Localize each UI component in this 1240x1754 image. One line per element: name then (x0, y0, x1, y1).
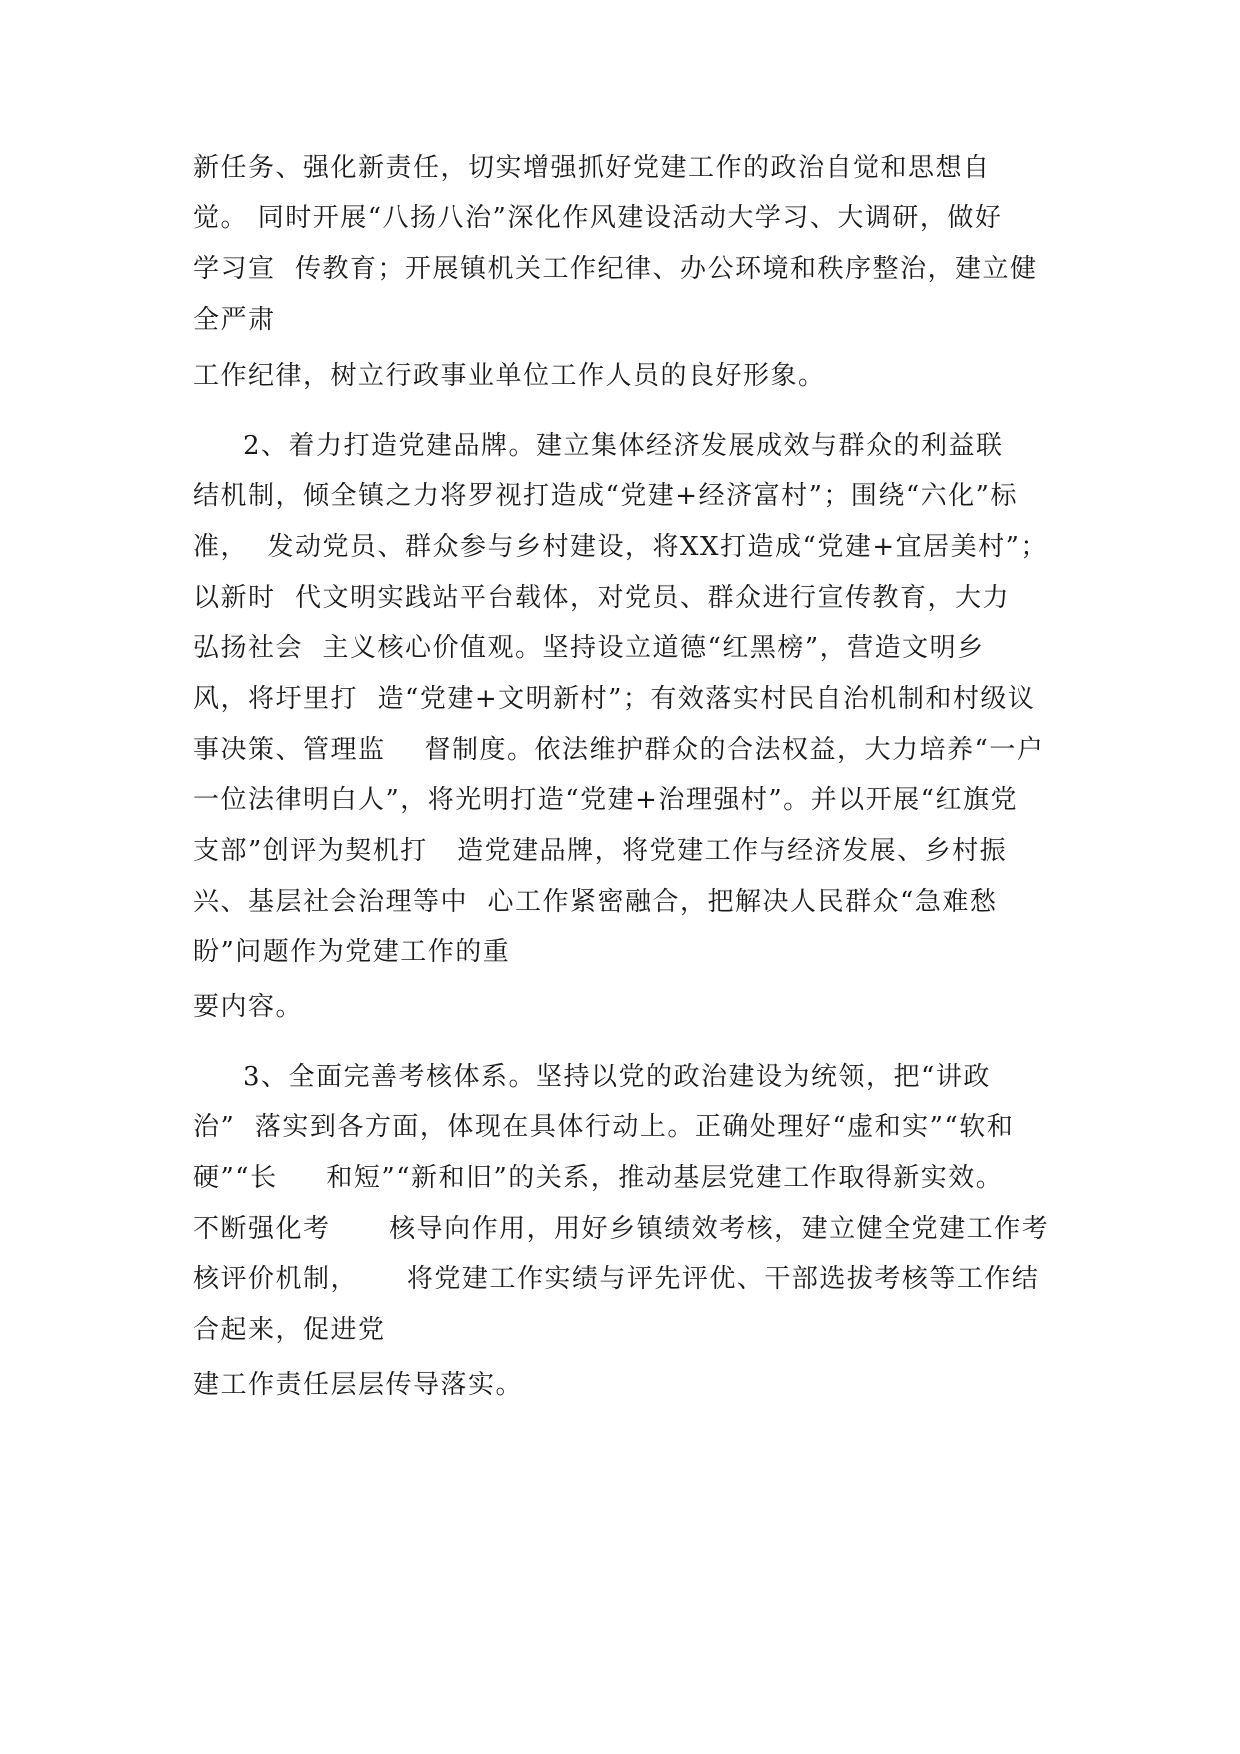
text-line: 核评价机制， 将党建工作实绩与评先评优、干部选拔考核等工作结 (193, 1264, 1040, 1294)
text-line: 学习宣 传教育；开展镇机关工作纪律、办公环境和秩序整治，建立健 (193, 254, 1038, 284)
text-line: 风，将圩里打 造“党建+文明新村”；有效落实村民自治机制和村级议 (193, 684, 1036, 714)
text-line: 觉。 同时开展“八扬八治”深化作风建设活动大学习、大调研，做好 (193, 203, 1003, 233)
text-line: 弘扬社会 主义核心价值观。坚持设立道德“红黑榜”，营造文明乡 (193, 633, 985, 663)
text-line: 不断强化考 核导向作用，用好乡镇绩效考核，建立健全党建工作考 (193, 1214, 1050, 1244)
text-line: 建工作责任层层传导落实。 (193, 1370, 524, 1400)
text-line: 支部”创评为契机打 造党建品牌，将党建工作与经济发展、乡村振 (193, 836, 1008, 866)
text-line: 准， 发动党员、群众参与乡村建设，将XX打造成“党建+宜居美村”； (193, 532, 1048, 562)
text-line: 硬”“长 和短”“新和旧”的关系，推动基层党建工作取得新实效。 (193, 1163, 1004, 1193)
text-line: 以新时 代文明实践站平台载体，对党员、群众进行宣传教育，大力 (193, 583, 1011, 613)
text-line: 兴、基层社会治理等中 心工作紧密融合，把解决人民群众“急难愁 (193, 887, 998, 917)
text-line: 工作纪律，树立行政事业单位工作人员的良好形象。 (193, 361, 826, 391)
paragraph-3-start: 3、全面完善考核体系。坚持以党的政治建设为统领，把“讲政 (243, 1062, 991, 1092)
paragraph-2-start: 2、着力打造党建品牌。建立集体经济发展成效与群众的利益联 (243, 431, 1004, 461)
text-line: 事决策、管理监 督制度。依法维护群众的合法权益，大力培养“一户 (193, 735, 1045, 765)
text-line: 新任务、强化新责任，切实增强抓好党建工作的政治自觉和思想自 (193, 153, 991, 183)
text-line: 合起来，促进党 (193, 1315, 386, 1345)
text-line: 盼”问题作为党建工作的重 (193, 937, 511, 967)
text-line: 治” 落实到各方面，体现在具体行动上。正确处理好“虚和实”“软和 (193, 1112, 1015, 1142)
text-line: 结机制，倾全镇之力将罗视打造成“党建+经济富村”；围绕“六化”标 (193, 481, 1018, 511)
text-line: 要内容。 (193, 992, 304, 1022)
text-line: 全严肃 (193, 305, 276, 335)
text-line: 一位法律明白人”，将光明打造“党建+治理强村”。并以开展“红旗党 (193, 785, 1018, 815)
